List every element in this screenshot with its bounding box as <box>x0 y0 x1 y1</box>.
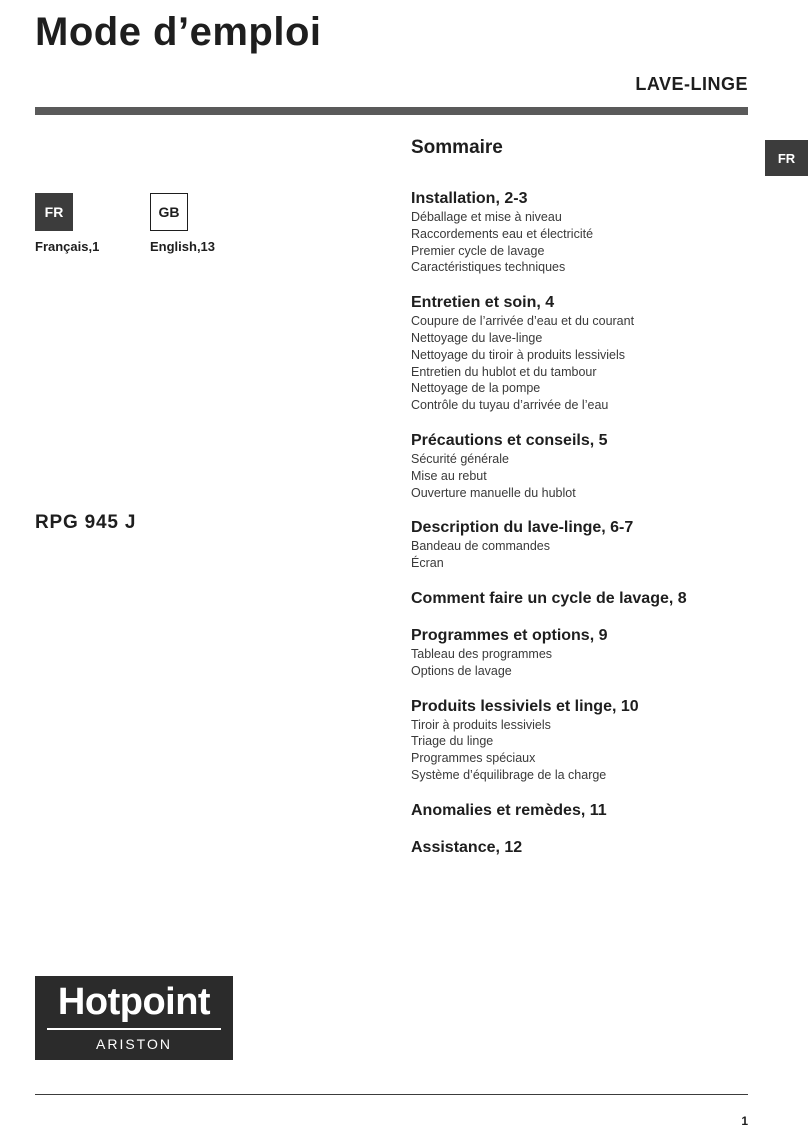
toc-item[interactable]: Écran <box>411 556 444 571</box>
toc-section-title[interactable]: Précautions et conseils, 5 <box>411 431 608 449</box>
model-number: RPG 945 J <box>35 512 137 533</box>
logo-divider <box>47 1028 221 1030</box>
toc-item[interactable]: Triage du linge <box>411 734 494 749</box>
toc-heading: Sommaire <box>411 137 503 158</box>
toc-item[interactable]: Sécurité générale <box>411 451 509 466</box>
toc-item-list <box>411 451 751 501</box>
toc-section <box>411 518 751 572</box>
page-number: 1 <box>741 1114 748 1128</box>
toc-item[interactable]: Système d’équilibrage de la charge <box>411 767 607 782</box>
toc-item[interactable]: Mise au rebut <box>411 468 487 483</box>
toc-section-title[interactable]: Description du lave-linge, 6-7 <box>411 519 634 537</box>
toc-item[interactable]: Nettoyage de la pompe <box>411 381 541 396</box>
toc-item[interactable]: Tableau des programmes <box>411 646 553 661</box>
toc-item[interactable]: Déballage et mise à niveau <box>411 210 562 224</box>
toc-item-list <box>411 538 751 572</box>
logo-brand-text: Hotpoint <box>57 981 211 1023</box>
toc-section-title[interactable]: Produits lessiviels et linge, 10 <box>411 697 639 715</box>
toc-section-title[interactable]: Assistance, 12 <box>411 838 523 856</box>
toc-section <box>411 801 751 821</box>
toc-item[interactable]: Contrôle du tuyau d’arrivée de l’eau <box>411 398 609 413</box>
toc-item[interactable]: Programmes spéciaux <box>411 751 536 766</box>
toc-item[interactable]: Ouverture manuelle du hublot <box>411 485 576 500</box>
toc-section <box>411 697 751 784</box>
toc-item[interactable]: Coupure de l’arrivée d’eau et du courant <box>411 314 635 329</box>
header-divider <box>35 107 748 115</box>
toc-item[interactable]: Tiroir à produits lessiviels <box>411 717 551 732</box>
toc-item-list <box>411 646 751 680</box>
toc-item[interactable]: Options de lavage <box>411 663 512 678</box>
toc-item-list <box>411 313 751 414</box>
language-fr-badge: FR <box>35 193 73 231</box>
language-gb-label: English,13 <box>150 239 216 254</box>
toc-section <box>411 431 751 501</box>
language-gb-badge: GB <box>150 193 188 231</box>
language-fr[interactable] <box>35 193 99 254</box>
language-fr-label: Français,1 <box>35 239 100 254</box>
brand-logo <box>35 976 233 1060</box>
logo-sub-text: ARISTON <box>96 1036 172 1052</box>
toc-section <box>411 838 751 858</box>
toc-section-title[interactable]: Installation, 2-3 <box>411 190 528 207</box>
toc-item[interactable]: Bandeau de commandes <box>411 539 550 554</box>
footer-divider <box>35 1094 748 1095</box>
toc-item[interactable]: Nettoyage du tiroir à produits lessiviels <box>411 347 625 362</box>
toc-item[interactable]: Premier cycle de lavage <box>411 243 545 258</box>
toc-section <box>411 626 751 680</box>
toc-section-title[interactable]: Entretien et soin, 4 <box>411 294 555 312</box>
toc-item-list <box>411 717 751 784</box>
toc-item[interactable]: Entretien du hublot et du tambour <box>411 364 597 379</box>
toc-section <box>411 189 751 276</box>
page-title: Mode d’emploi <box>35 10 322 54</box>
toc-item-list <box>411 209 751 276</box>
toc-section <box>411 589 751 609</box>
language-side-tab: FR <box>765 140 808 176</box>
toc-item[interactable]: Caractéristiques techniques <box>411 260 566 275</box>
toc-item[interactable]: Raccordements eau et électricité <box>411 226 594 241</box>
product-type-label: LAVE-LINGE <box>635 74 748 94</box>
toc-section-list <box>411 189 751 858</box>
toc-section-title[interactable]: Comment faire un cycle de lavage, 8 <box>411 589 687 607</box>
table-of-contents <box>411 137 751 875</box>
toc-section-title[interactable]: Anomalies et remèdes, 11 <box>411 801 607 819</box>
language-gb[interactable] <box>150 193 215 254</box>
toc-section <box>411 293 751 414</box>
toc-item[interactable]: Nettoyage du lave-linge <box>411 330 543 345</box>
toc-section-title[interactable]: Programmes et options, 9 <box>411 626 608 644</box>
